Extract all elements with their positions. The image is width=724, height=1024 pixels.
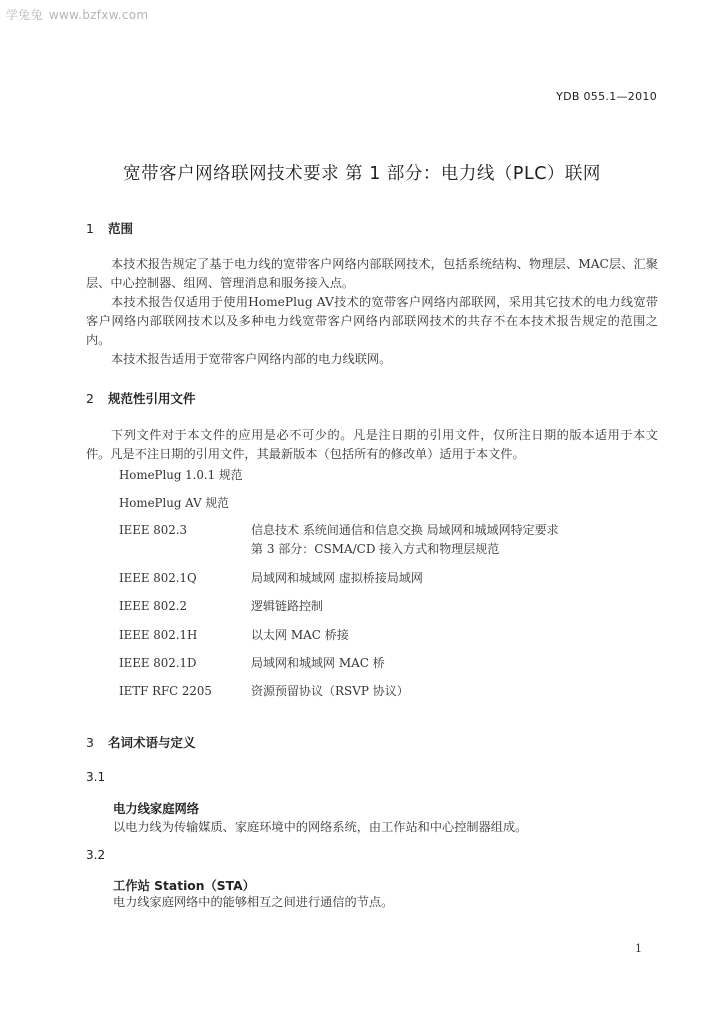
- page-number: 1: [635, 942, 642, 955]
- reference-desc-line2: 第 3 部分：CSMA/CD 接入方式和物理层规范: [251, 542, 500, 556]
- reference-code: HomePlug AV 规范: [119, 496, 229, 510]
- term-number: 3.2: [86, 848, 106, 862]
- term-name: 电力线家庭网络: [113, 802, 200, 816]
- section-title: 名词术语与定义: [108, 735, 196, 750]
- reference-code: IEEE 802.1Q: [119, 571, 197, 585]
- reference-code: IEEE 802.1D: [119, 656, 197, 670]
- normative-intro: [86, 426, 658, 464]
- paragraph: 本技术报告仅适用于使用HomePlug AV技术的宽带客户网络内部联网，采用其它技术的电力线宽带客户网络内部联网技术以及多种电力线宽带客户网络内部联网技术的共存不在本技术报告规定的范围之内。: [86, 295, 658, 347]
- section-title: 范围: [108, 221, 134, 236]
- scope-body: [86, 255, 658, 369]
- reference-desc: 逻辑链路控制: [251, 599, 324, 613]
- reference-desc: 资源预留协议（RSVP 协议）: [251, 684, 409, 698]
- reference-code: IEEE 802.1H: [119, 628, 198, 642]
- reference-desc: 以太网 MAC 桥接: [251, 628, 349, 642]
- reference-code: IEEE 802.2: [119, 599, 188, 613]
- section-number: 1: [86, 221, 94, 236]
- term-definition: 以电力线为传输媒质、家庭环境中的网络系统，由工作站和中心控制器组成。: [113, 820, 528, 834]
- watermark-site-name: 学兔兔: [6, 8, 43, 22]
- section-number: 3: [86, 735, 94, 750]
- paragraph: 本技术报告适用于宽带客户网络内部的电力线联网。: [111, 352, 392, 366]
- section-heading-terms: [86, 733, 196, 751]
- section-heading-scope: [86, 219, 133, 237]
- reference-code: HomePlug 1.0.1 规范: [119, 468, 243, 482]
- section-title: 规范性引用文件: [108, 391, 196, 406]
- term-definition: 电力线家庭网络中的能够相互之间进行通信的节点。: [113, 895, 394, 909]
- reference-desc: 信息技术 系统间通信和信息交换 局域网和城域网特定要求: [251, 523, 559, 537]
- term-number: 3.1: [86, 770, 106, 784]
- watermark-url: www.bzfxw.com: [48, 8, 149, 22]
- paragraph: 下列文件对于本文件的应用是必不可少的。凡是注日期的引用文件，仅所注日期的版本适用于本文件。凡是不注日期的引用文件，其最新版本（包括所有的修改单）适用于本文件。: [86, 428, 658, 461]
- reference-code: IEEE 802.3: [119, 523, 188, 537]
- section-heading-normative: [86, 389, 196, 407]
- term-name: 工作站 Station（STA）: [113, 879, 255, 893]
- section-number: 2: [86, 391, 94, 406]
- reference-desc: 局域网和城域网 MAC 桥: [251, 656, 385, 670]
- reference-desc: 局域网和城域网 虚拟桥接局域网: [251, 571, 423, 585]
- paragraph: 本技术报告规定了基于电力线的宽带客户网络内部联网技术，包括系统结构、物理层、MAC层、汇聚层、中心控制器、组网、管理消息和服务接入点。: [86, 257, 658, 290]
- standard-code: YDB 055.1—2010: [556, 90, 657, 103]
- document-title: 宽带客户网络联网技术要求 第 1 部分：电力线（PLC）联网: [123, 164, 601, 184]
- reference-code: IETF RFC 2205: [119, 684, 212, 698]
- watermark: [6, 6, 154, 23]
